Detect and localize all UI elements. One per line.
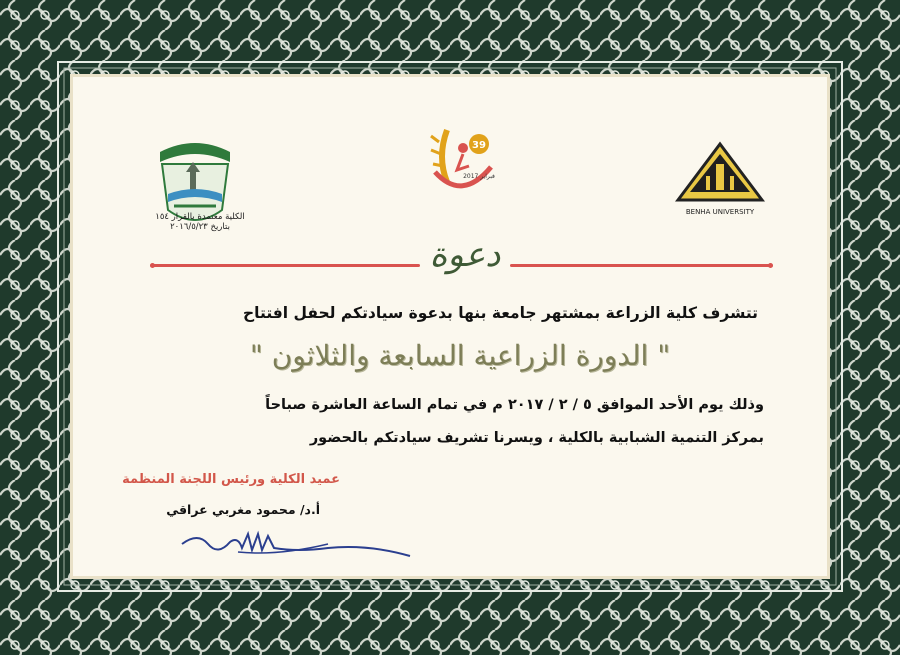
session-emblem-logo (417, 122, 507, 217)
invitation-line-2: وذلك يوم الأحد الموافق ٥ / ٢ / ٢٠١٧ م في تمام الساعة العاشرة صباحاً (265, 397, 764, 413)
session-number: 39 (472, 140, 486, 151)
signatory-role: عميد الكلية ورئيس اللجنة المنظمة (122, 472, 340, 487)
accreditation-note (140, 212, 260, 232)
course-title: " الدورة الزراعية السابعة والثلاثون " (249, 339, 671, 372)
left-divider-rule (150, 264, 420, 267)
signatory-name: أ.د/ محمود مغربي عراقي (166, 502, 320, 517)
accreditation-line-2: بتاريخ ٢٠١٦/٥/٢٣ (170, 222, 230, 232)
invitation-paper (70, 74, 830, 579)
university-name: BENHA UNIVERSITY (685, 208, 755, 216)
university-emblem-logo (670, 130, 770, 220)
faculty-emblem-logo (150, 132, 240, 252)
invitation-heading: دعوة (429, 235, 501, 275)
session-date: فبراير 2017 (463, 173, 495, 180)
invitation-heading-calligraphy (420, 222, 510, 282)
invitation-line-1: تتشرف كلية الزراعة بمشتهر جامعة بنها بدعوة سيادتكم لحفل افتتاح (243, 304, 758, 322)
invitation-line-3: بمركز التنمية الشبابية بالكلية ، ويسرنا تشريف سيادتكم بالحضور (309, 430, 764, 446)
accreditation-line-1: الكلية معتمدة بالقرار ١٥٤ (155, 212, 245, 222)
handwritten-signature (178, 522, 418, 562)
right-divider-rule (510, 264, 773, 267)
